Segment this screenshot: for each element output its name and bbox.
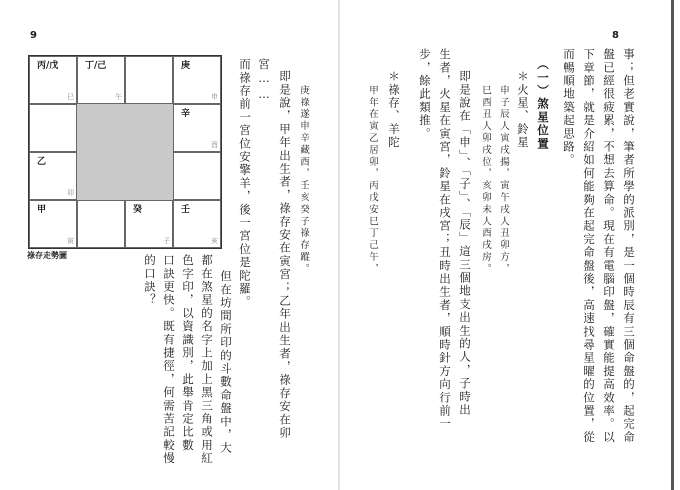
right-col-1: 事；但老實說，筆者所學的派別，是一個時辰有三個命盤的，起完命 xyxy=(622,48,636,444)
cell-xu xyxy=(173,152,221,200)
sub2-explanation-1: 即是說，甲年出生者，祿存安在寅宮；乙年出生者，祿存安在卯 xyxy=(278,70,292,440)
sub2-verse-2: 庚祿遂申辛藏酉，壬亥癸子祿存蹤。 xyxy=(298,85,309,276)
cell-hai xyxy=(173,200,221,248)
chart-center-block xyxy=(77,104,173,200)
chart-caption: 祿存走勢圖 xyxy=(27,251,67,260)
cell-wu xyxy=(77,56,125,104)
left-col-6: 口訣更快。既有捷徑，何需苦記較慢 xyxy=(162,254,176,466)
right-col-4: 而暢順地築起思路。 xyxy=(562,48,576,167)
stem-mao: 乙 xyxy=(37,157,47,167)
cell-si xyxy=(29,56,77,104)
lucun-chart xyxy=(28,55,222,249)
page-number-left: 9 xyxy=(30,30,37,41)
left-col-1: 宮…… xyxy=(257,58,271,103)
branch-zi: 子 xyxy=(163,237,170,245)
sub1-verse-1: 申子辰人寅戌揚，寅午戌人丑卯方， xyxy=(498,85,509,276)
left-col-4: 都在煞星的名字上加上黑三角或用紅 xyxy=(200,254,214,466)
sub1-explanation-2: 生者，火星在寅宮，鈴星在戌宮；丑時出生者，順時針方向行前一 xyxy=(438,48,452,431)
branch-shen: 申 xyxy=(211,93,218,101)
book-spine-edge xyxy=(671,0,674,490)
left-col-5: 色字印，以資識別，此舉肯定比數 xyxy=(181,254,195,452)
left-col-3: 但在坊間所印的斗數命盤中，大 xyxy=(219,270,233,455)
right-col-2: 盤已經很疲累，不想去算命。現在有電腦印盤，確實能提高效率。以 xyxy=(602,48,616,444)
sub1-explanation-1: 即是說在「申」、「子」、「辰」這三個地支出生的人，子時出 xyxy=(458,70,472,417)
branch-wu: 午 xyxy=(115,93,122,101)
stem-you: 辛 xyxy=(181,109,191,119)
cell-wei xyxy=(125,56,173,104)
cell-mao xyxy=(29,152,77,200)
stem-si: 丙/戊 xyxy=(37,61,59,71)
sub1-explanation-3: 步，餘此類推。 xyxy=(418,48,432,141)
sub1-title: ＊火星、鈴星 xyxy=(516,70,530,150)
section-heading-shaxing: （一）煞星位置 xyxy=(536,58,550,151)
branch-si: 巳 xyxy=(67,93,74,101)
branch-mao: 卯 xyxy=(67,189,74,197)
cell-zi xyxy=(125,200,173,248)
sub2-verse-1: 甲年在寅乙居卯，丙戊安巳丁己午， xyxy=(367,85,378,276)
stem-wu: 丁/己 xyxy=(85,61,107,71)
branch-hai: 亥 xyxy=(211,237,218,245)
page-number-right: 8 xyxy=(612,30,619,41)
cell-you xyxy=(173,104,221,152)
branch-yin: 寅 xyxy=(67,237,74,245)
sub2-title: ＊祿存、羊陀 xyxy=(387,70,401,150)
right-col-3: 下章節，就是介紹如何能夠在起完命盤後，高速找尋星曜的位置，從 xyxy=(582,48,596,444)
cell-chou xyxy=(77,200,125,248)
stem-zi: 癸 xyxy=(133,205,143,215)
page-gutter xyxy=(338,0,340,490)
sub1-verse-2: 巳酉丑人卯戌位，亥卯未人酉戌房。 xyxy=(480,85,491,276)
left-col-2: 而祿存前一宮位安擎羊，後一宮位是陀羅。 xyxy=(238,58,252,309)
cell-chen xyxy=(29,104,77,152)
stem-yin: 甲 xyxy=(37,205,47,215)
left-col-7: 的口訣？ xyxy=(143,254,157,307)
cell-yin xyxy=(29,200,77,248)
branch-you: 酉 xyxy=(211,141,218,149)
stem-shen: 庚 xyxy=(181,61,191,71)
stem-hai: 壬 xyxy=(181,205,191,215)
cell-shen xyxy=(173,56,221,104)
